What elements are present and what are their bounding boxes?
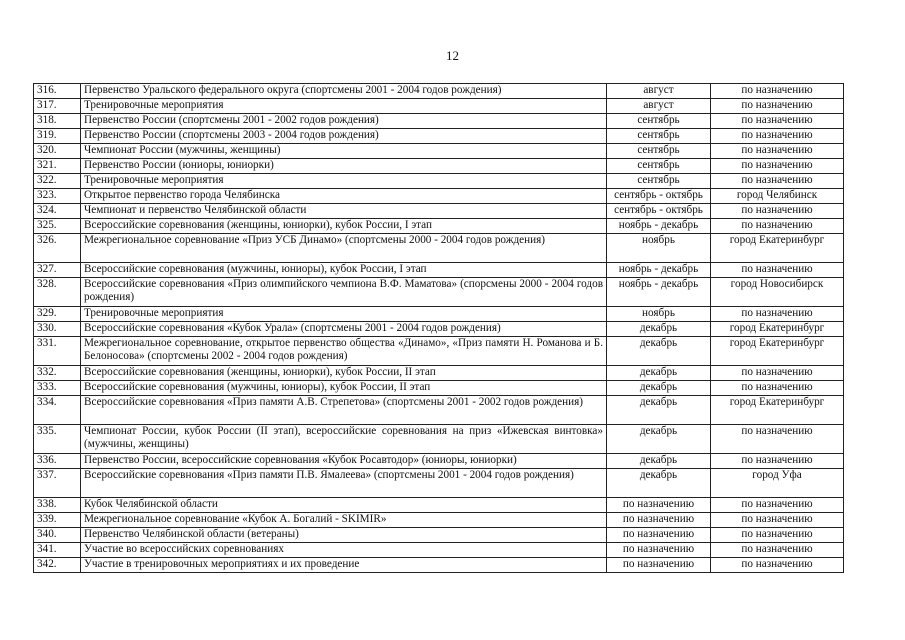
event-name: Чемпионат России (мужчины, женщины) <box>81 144 607 159</box>
row-number: 332. <box>34 366 81 381</box>
event-date: декабрь <box>607 469 711 498</box>
event-name: Первенство России (спортсмены 2003 - 2004 годов рождения) <box>81 129 607 144</box>
event-name: Тренировочные мероприятия <box>81 99 607 114</box>
event-date: ноябрь <box>607 307 711 322</box>
table-row <box>34 278 844 307</box>
event-place: по назначению <box>711 513 844 528</box>
page-number: 12 <box>446 48 459 63</box>
event-date: сентябрь <box>607 129 711 144</box>
event-place: по назначению <box>711 204 844 219</box>
row-number: 325. <box>34 219 81 234</box>
event-date: декабрь <box>607 322 711 337</box>
table-row <box>34 381 844 396</box>
event-date: сентябрь - октябрь <box>607 204 711 219</box>
row-number: 324. <box>34 204 81 219</box>
event-date: по назначению <box>607 543 711 558</box>
event-date: сентябрь <box>607 114 711 129</box>
event-date: декабрь <box>607 425 711 454</box>
row-number: 319. <box>34 129 81 144</box>
table-row <box>34 204 844 219</box>
event-name: Первенство России (спортсмены 2001 - 2002 годов рождения) <box>81 114 607 129</box>
table-row <box>34 144 844 159</box>
event-name: Первенство Челябинской области (ветераны) <box>81 528 607 543</box>
event-place: по назначению <box>711 263 844 278</box>
event-name: Участие во всероссийских соревнованиях <box>81 543 607 558</box>
event-name: Всероссийские соревнования (женщины, юниорки), кубок России, II этап <box>81 366 607 381</box>
table-row <box>34 129 844 144</box>
event-name: Первенство России, всероссийские соревнования «Кубок Росавтодор» (юниоры, юниорки) <box>81 454 607 469</box>
table-row <box>34 543 844 558</box>
event-place: город Екатеринбург <box>711 322 844 337</box>
event-place: по назначению <box>711 84 844 99</box>
row-number: 322. <box>34 174 81 189</box>
event-place: по назначению <box>711 99 844 114</box>
event-name: Первенство России (юниоры, юниорки) <box>81 159 607 174</box>
event-date: декабрь <box>607 381 711 396</box>
table-row <box>34 234 844 263</box>
event-place: город Екатеринбург <box>711 396 844 425</box>
events-table <box>33 83 844 573</box>
event-date: ноябрь - декабрь <box>607 263 711 278</box>
table-row <box>34 454 844 469</box>
row-number: 320. <box>34 144 81 159</box>
row-number: 323. <box>34 189 81 204</box>
table-row <box>34 174 844 189</box>
table-row <box>34 307 844 322</box>
row-number: 317. <box>34 99 81 114</box>
event-date: по назначению <box>607 558 711 573</box>
event-date: ноябрь <box>607 234 711 263</box>
event-place: по назначению <box>711 366 844 381</box>
event-place: по назначению <box>711 144 844 159</box>
row-number: 333. <box>34 381 81 396</box>
table-row <box>34 84 844 99</box>
event-place: город Уфа <box>711 469 844 498</box>
event-place: по назначению <box>711 219 844 234</box>
event-date: по назначению <box>607 513 711 528</box>
event-date: декабрь <box>607 337 711 366</box>
row-number: 321. <box>34 159 81 174</box>
row-number: 342. <box>34 558 81 573</box>
event-date: сентябрь - октябрь <box>607 189 711 204</box>
row-number: 334. <box>34 396 81 425</box>
table-row <box>34 528 844 543</box>
event-name: Первенство Уральского федерального округа (спортсмены 2001 - 2004 годов рождения) <box>81 84 607 99</box>
event-date: сентябрь <box>607 159 711 174</box>
event-place: по назначению <box>711 159 844 174</box>
event-name: Межрегиональное соревнование, открытое первенство общества «Динамо», «Приз памяти Н. Романова и Б. Белоносова» (спортсмены 2002 - 2004 годов рождения) <box>81 337 607 366</box>
table-row <box>34 366 844 381</box>
event-date: декабрь <box>607 454 711 469</box>
event-name: Тренировочные мероприятия <box>81 307 607 322</box>
event-place: по назначению <box>711 454 844 469</box>
event-name: Участие в тренировочных мероприятиях и их проведение <box>81 558 607 573</box>
row-number: 337. <box>34 469 81 498</box>
row-number: 328. <box>34 278 81 307</box>
row-number: 335. <box>34 425 81 454</box>
event-name: Чемпионат и первенство Челябинской области <box>81 204 607 219</box>
row-number: 336. <box>34 454 81 469</box>
event-date: сентябрь <box>607 174 711 189</box>
event-name: Всероссийские соревнования (мужчины, юниоры), кубок России, II этап <box>81 381 607 396</box>
event-date: декабрь <box>607 366 711 381</box>
event-place: по назначению <box>711 129 844 144</box>
event-place: по назначению <box>711 528 844 543</box>
table-row <box>34 263 844 278</box>
event-date: ноябрь - декабрь <box>607 219 711 234</box>
row-number: 331. <box>34 337 81 366</box>
event-name: Всероссийские соревнования (мужчины, юниоры), кубок России, I этап <box>81 263 607 278</box>
row-number: 341. <box>34 543 81 558</box>
event-date: по назначению <box>607 498 711 513</box>
event-name: Всероссийские соревнования «Приз олимпийского чемпиона В.Ф. Маматова» (спорсмены 2000 - 2004 годов рождения) <box>81 278 607 307</box>
row-number: 318. <box>34 114 81 129</box>
event-name: Кубок Челябинской области <box>81 498 607 513</box>
table-row <box>34 99 844 114</box>
row-number: 327. <box>34 263 81 278</box>
table-row <box>34 469 844 498</box>
event-place: по назначению <box>711 174 844 189</box>
event-place: город Новосибирск <box>711 278 844 307</box>
row-number: 326. <box>34 234 81 263</box>
table-row <box>34 558 844 573</box>
event-place: по назначению <box>711 307 844 322</box>
event-date: август <box>607 99 711 114</box>
event-place: по назначению <box>711 498 844 513</box>
table-row <box>34 498 844 513</box>
event-place: по назначению <box>711 381 844 396</box>
table-row <box>34 322 844 337</box>
row-number: 330. <box>34 322 81 337</box>
table-row <box>34 513 844 528</box>
row-number: 338. <box>34 498 81 513</box>
event-place: город Екатеринбург <box>711 337 844 366</box>
event-date: декабрь <box>607 396 711 425</box>
event-date: ноябрь - декабрь <box>607 278 711 307</box>
row-number: 316. <box>34 84 81 99</box>
event-name: Всероссийские соревнования «Приз памяти А.В. Стрепетова» (спортсмены 2001 - 2002 годов рождения) <box>81 396 607 425</box>
event-place: по назначению <box>711 425 844 454</box>
table-row <box>34 219 844 234</box>
event-name: Чемпионат России, кубок России (II этап), всероссийские соревнования на приз «Ижевская винтовка» (мужчины, женщины) <box>81 425 607 454</box>
event-name: Межрегиональное соревнование «Приз УСБ Динамо» (спортсмены 2000 - 2004 годов рождения) <box>81 234 607 263</box>
event-name: Всероссийские соревнования «Кубок Урала» (спортсмены 2001 - 2004 годов рождения) <box>81 322 607 337</box>
event-place: город Челябинск <box>711 189 844 204</box>
table-row <box>34 425 844 454</box>
row-number: 339. <box>34 513 81 528</box>
event-place: по назначению <box>711 114 844 129</box>
event-name: Межрегиональное соревнование «Кубок А. Богалий - SKIMIR» <box>81 513 607 528</box>
row-number: 340. <box>34 528 81 543</box>
event-name: Всероссийские соревнования (женщины, юниорки), кубок России, I этап <box>81 219 607 234</box>
event-place: город Екатеринбург <box>711 234 844 263</box>
event-date: по назначению <box>607 528 711 543</box>
event-name: Всероссийские соревнования «Приз памяти П.В. Ямалеева» (спортсмены 2001 - 2004 годов рождения) <box>81 469 607 498</box>
events-table-body <box>34 84 844 573</box>
event-date: август <box>607 84 711 99</box>
row-number: 329. <box>34 307 81 322</box>
table-row <box>34 159 844 174</box>
event-name: Тренировочные мероприятия <box>81 174 607 189</box>
table-row <box>34 189 844 204</box>
event-place: по назначению <box>711 558 844 573</box>
table-row <box>34 337 844 366</box>
event-name: Открытое первенство города Челябинска <box>81 189 607 204</box>
event-date: сентябрь <box>607 144 711 159</box>
table-row <box>34 396 844 425</box>
table-row <box>34 114 844 129</box>
event-place: по назначению <box>711 543 844 558</box>
